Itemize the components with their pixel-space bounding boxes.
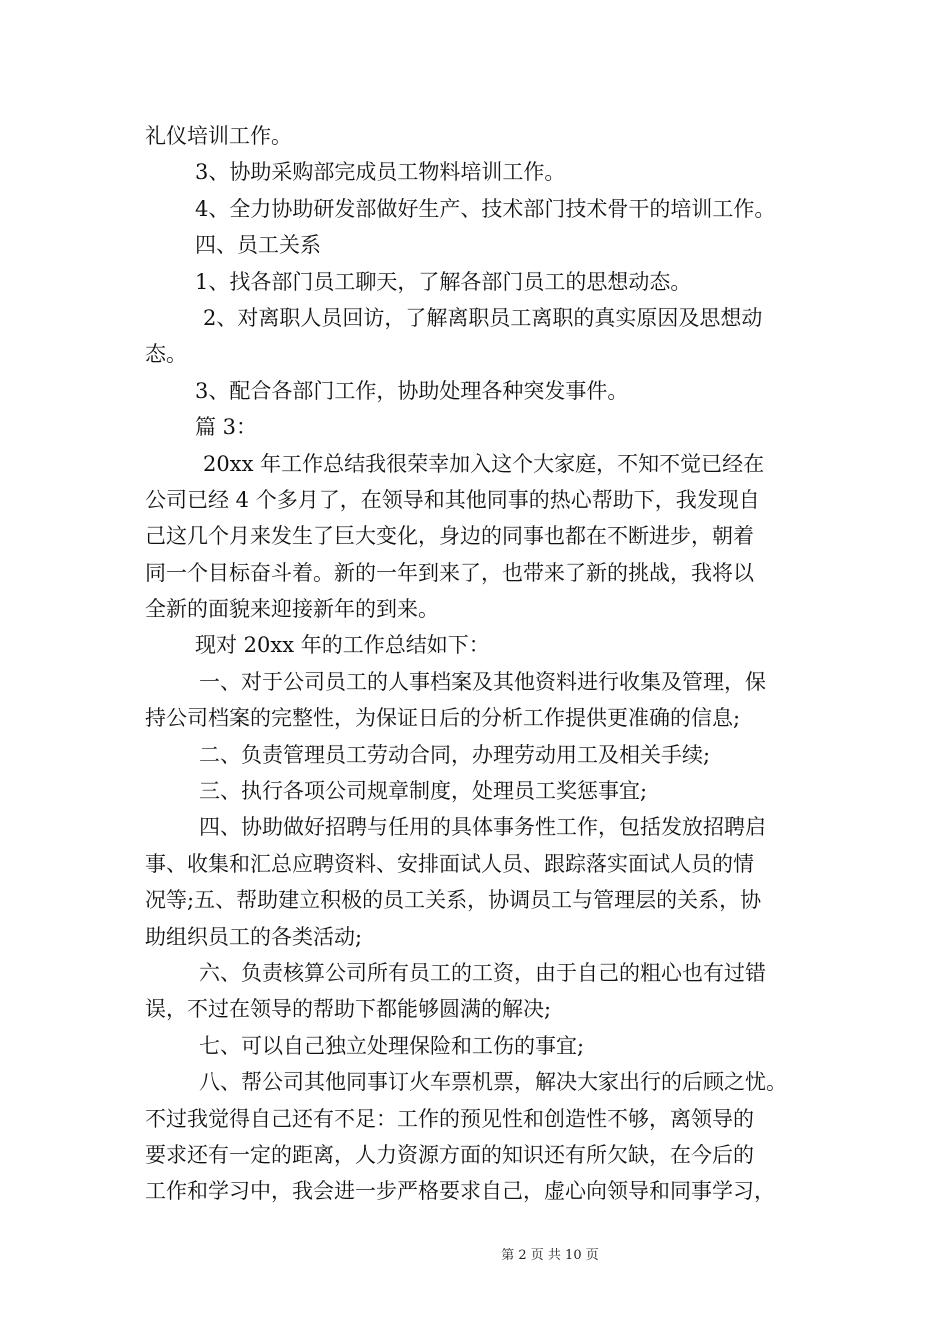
- text-line: 七、可以自己独立处理保险和工伤的事宜;: [199, 1033, 585, 1058]
- text-line: 1、找各部门员工聊天，了解各部门员工的思想动态。: [195, 269, 692, 294]
- document-body: [145, 118, 825, 1210]
- text-line: 四、协助做好招聘与任用的具体事务性工作，包括发放招聘启: [199, 815, 766, 840]
- text-line: 态。: [145, 342, 187, 367]
- text-line: 3、配合各部门工作，协助处理各种突发事件。: [195, 378, 629, 403]
- text-line: 一、对于公司员工的人事档案及其他资料进行收集及管理，保: [199, 669, 766, 694]
- section-heading: 四、员工关系: [195, 233, 321, 258]
- text-line: 要求还有一定的距离，人力资源方面的知识还有所欠缺，在今后的: [145, 1142, 754, 1167]
- text-line: 事、收集和汇总应聘资料、安排面试人员、跟踪落实面试人员的情: [145, 851, 754, 876]
- section-heading: 篇 3：: [195, 415, 258, 440]
- text-line: 己这几个月来发生了巨大变化，身边的同事也都在不断进步，朝着: [145, 524, 754, 549]
- text-line: 2、对离职人员回访，了解离职员工离职的真实原因及思想动: [203, 305, 763, 330]
- text-line: 误，不过在领导的帮助下都能够圆满的解决;: [145, 997, 552, 1022]
- text-line: 4、全力协助研发部做好生产、技术部门技术骨干的培训工作。: [195, 196, 776, 221]
- text-line: 现对 20xx 年的工作总结如下：: [195, 633, 490, 658]
- text-line: 况等;五、帮助建立积极的员工关系，协调员工与管理层的关系，协: [145, 888, 762, 913]
- text-line: 二、负责管理员工劳动合同，办理劳动用工及相关手续;: [199, 742, 711, 767]
- text-line: 同一个目标奋斗着。新的一年到来了，也带来了新的挑战，我将以: [145, 560, 754, 585]
- text-line: 不过我觉得自己还有不足：工作的预见性和创造性不够，离领导的: [145, 1106, 754, 1131]
- text-line: 持公司档案的完整性，为保证日后的分析工作提供更准确的信息;: [145, 706, 741, 731]
- text-line: 三、执行各项公司规章制度，处理员工奖惩事宜;: [199, 779, 648, 804]
- text-line: 公司已经 4 个多月了，在领导和其他同事的热心帮助下，我发现自: [145, 487, 760, 512]
- page-number-footer: 第 2 页 共 10 页: [501, 1248, 599, 1263]
- text-line: 六、负责核算公司所有员工的工资，由于自己的粗心也有过错: [199, 960, 766, 985]
- text-line: 礼仪培训工作。: [145, 124, 292, 148]
- text-line: 助组织员工的各类活动;: [145, 924, 363, 949]
- text-line: 八、帮公司其他同事订火车票机票，解决大家出行的后顾之忧。: [199, 1070, 787, 1095]
- text-line: 全新的面貌来迎接新年的到来。: [145, 597, 439, 622]
- text-line: 工作和学习中，我会进一步严格要求自己，虚心向领导和同事学习，: [145, 1179, 775, 1204]
- text-line: 20xx 年工作总结我很荣幸加入这个大家庭，不知不觉已经在: [203, 451, 765, 476]
- text-line: 3、协助采购部完成员工物料培训工作。: [195, 160, 566, 185]
